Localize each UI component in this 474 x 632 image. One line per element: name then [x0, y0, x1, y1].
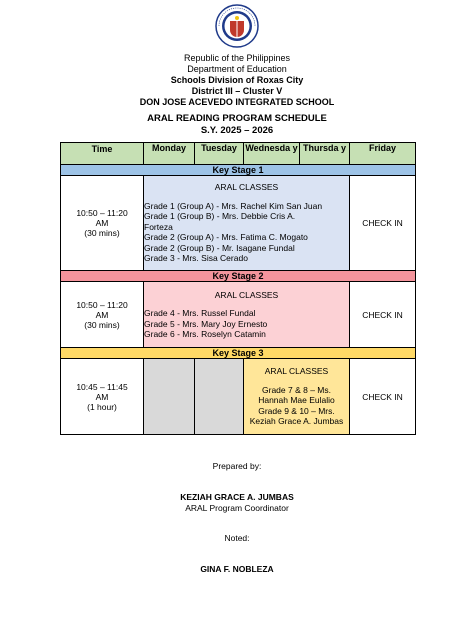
stage-1-class-line: Grade 3 - Mrs. Sisa Cerado: [144, 253, 248, 264]
stage-2-classes: [144, 282, 350, 348]
stage-1-class-line: Forteza: [144, 221, 173, 232]
header-school: DON JOSE ACEVEDO INTEGRATED SCHOOL: [139, 97, 335, 107]
stage-2-class-line: Grade 4 - Mrs. Russel Fundal: [144, 308, 256, 318]
table-header-row: [61, 143, 416, 165]
stage-3-schedule-row: [61, 359, 416, 435]
key-stage-2-label: Key Stage 2: [61, 271, 416, 282]
header-wednesday: Wednesda y: [244, 143, 300, 165]
key-stage-1-row: [61, 165, 416, 176]
prepared-by-name: KEZIAH GRACE A. JUMBAS: [180, 492, 294, 502]
stage-1-friday-checkin: CHECK IN: [350, 176, 416, 271]
prepared-by-title: ARAL Program Coordinator: [185, 503, 289, 513]
header-friday: Friday: [350, 143, 416, 165]
stage-3-time: [61, 359, 144, 435]
noted-by-name: GINA F. NOBLEZA: [200, 564, 274, 574]
stage-1-schedule-row: [61, 176, 416, 271]
stage-3-class-line: Grade 7 & 8 – Ms.: [262, 384, 331, 395]
header-republic: Republic of the Philippines: [183, 53, 291, 63]
stage-3-classes-heading: ARAL CLASSES: [264, 366, 329, 377]
key-stage-2-row: [61, 271, 416, 282]
header-district: District III – Cluster V: [191, 86, 283, 96]
stage-1-class-line: Grade 2 (Group A) - Mrs. Fatima C. Mogato: [144, 232, 308, 243]
header-thursday: Thursda y: [300, 143, 350, 165]
schedule-title: [0, 113, 474, 137]
stage-1-time-range: 10:50 – 11:20: [76, 208, 128, 218]
stage-2-class-line: Grade 6 - Mrs. Roselyn Catamin: [144, 329, 266, 339]
stage-2-classes-heading: ARAL CLASSES: [214, 289, 279, 300]
stage-1-duration: (30 mins): [84, 228, 120, 238]
key-stage-3-label: Key Stage 3: [61, 348, 416, 359]
stage-2-schedule-row: [61, 282, 416, 348]
stage-3-friday-checkin: CHECK IN: [350, 359, 416, 435]
schedule-table: [60, 142, 416, 435]
stage-3-time-ampm: AM: [95, 391, 109, 402]
stage-2-time-ampm: AM: [95, 309, 109, 320]
header-department: Department of Education: [187, 64, 287, 74]
stage-1-classes-heading: ARAL CLASSES: [214, 182, 279, 193]
title-school-year: S.Y. 2025 – 2026: [200, 125, 274, 136]
title-program: ARAL READING PROGRAM SCHEDULE: [147, 113, 327, 124]
stage-3-tuesday-empty: [195, 359, 244, 435]
header-division: Schools Division of Roxas City: [170, 75, 304, 85]
stage-2-time: [61, 282, 144, 348]
deped-seal-icon: [215, 4, 259, 48]
prepared-by-label: Prepared by:: [212, 461, 262, 471]
stage-3-classes: [244, 359, 350, 435]
stage-3-class-line: Keziah Grace A. Jumbas: [249, 416, 344, 427]
stage-2-friday-checkin: CHECK IN: [350, 282, 416, 348]
noted-label: Noted:: [224, 533, 250, 543]
stage-1-time: [61, 176, 144, 271]
stage-2-class-line: Grade 5 - Mrs. Mary Joy Ernesto: [144, 318, 268, 329]
stage-1-class-line: Grade 1 (Group B) - Mrs. Debbie Cris A.: [144, 211, 296, 222]
stage-3-monday-empty: [144, 359, 195, 435]
stage-3-duration: (1 hour): [87, 401, 117, 412]
header-tuesday: Tuesday: [195, 143, 244, 165]
document-header: [0, 53, 474, 108]
key-stage-3-row: [61, 348, 416, 359]
stage-1-class-line: Grade 2 (Group B) - Mr. Isagane Fundal: [144, 242, 295, 253]
stage-2-duration: (30 mins): [84, 319, 120, 330]
stage-1-time-ampm: AM: [95, 218, 109, 228]
stage-3-class-line: Hannah Mae Eulalio: [258, 395, 335, 406]
header-time: Time: [61, 143, 144, 165]
stage-3-time-range: 10:45 – 11:45: [76, 381, 128, 392]
stage-2-time-range: 10:50 – 11:20: [76, 299, 128, 310]
stage-1-classes: [144, 176, 350, 271]
key-stage-1-label: Key Stage 1: [61, 165, 416, 176]
stage-1-class-line: Grade 1 (Group A) - Mrs. Rachel Kim San Juan: [144, 200, 323, 211]
stage-3-class-line: Grade 9 & 10 – Mrs.: [258, 405, 335, 416]
header-monday: Monday: [144, 143, 195, 165]
